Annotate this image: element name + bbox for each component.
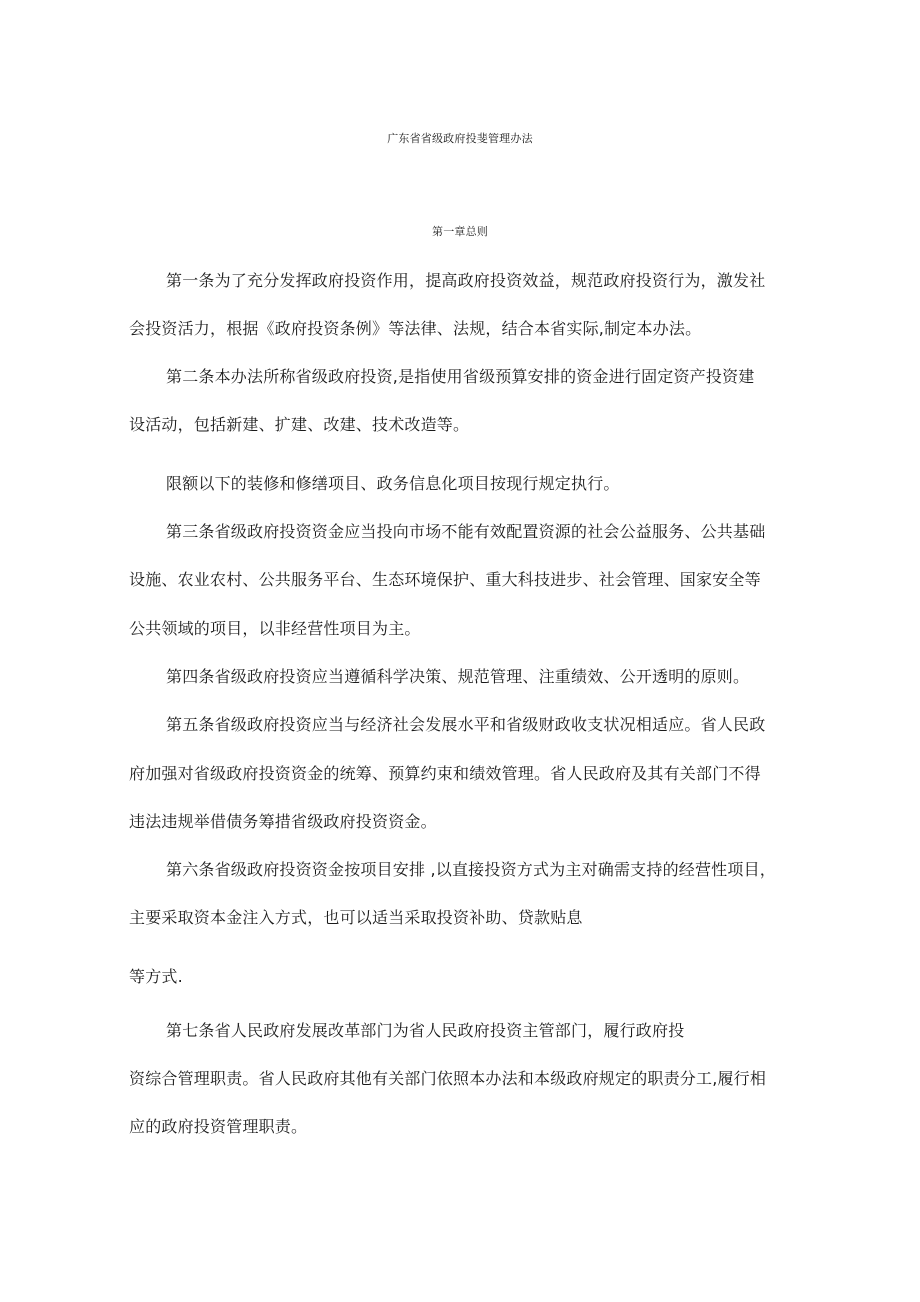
- document-title: 广东省省级政府投斐管理办法: [387, 132, 533, 145]
- article-3-line-1: 第三条省级政府投资资金应当投向市场不能有效配置资源的社会公益服务、公共基础: [166, 522, 766, 541]
- article-2-line-2: 设活动，包括新建、扩建、改建、技术改造等。: [129, 415, 470, 434]
- article-7-line-2: 资综合管理职责。省人民政府其他有关部门依照本办法和本级政府规定的职责分工,履行相: [129, 1069, 767, 1088]
- article-5-line-2: 府加强对省级政府投资资金的统筹、预算约束和绩效管理。省人民政府及其有关部门不得: [129, 764, 761, 783]
- article-6-line-2: 主要采取资本金注入方式，也可以适当采取投资补助、贷款贴息: [129, 908, 583, 927]
- article-7-line-3: 应的政府投资管理职责。: [129, 1117, 308, 1136]
- article-2-paragraph-2: 限额以下的装修和修缮项目、政务信息化项目按现行规定执行。: [166, 474, 620, 493]
- article-6-line-1: 第六条省级政府投资资金按项目安排 ,以直接投资方式为主对确需支持的经营性项目，: [166, 860, 776, 879]
- chapter-heading: 第一章总则: [432, 225, 488, 238]
- article-2-line-1: 第二条本办法所称省级政府投资,是指使用省级预算安排的资金进行固定资产投资建: [166, 367, 755, 386]
- article-1-line-1: 第一条为了充分发挥政府投资作用，提高政府投资效益，规范政府投资行为，激发社: [166, 271, 766, 290]
- article-3-line-2: 设施、农业农村、公共服务平台、生态环境保护、重大科技进步、社会管理、国家安全等: [129, 570, 761, 589]
- article-5-line-3: 违法违规举借债务筹措省级政府投资资金。: [129, 812, 437, 831]
- article-7-line-1: 第七条省人民政府发展改革部门为省人民政府投资主管部门，履行政府投: [166, 1021, 685, 1040]
- article-4-line-1: 第四条省级政府投资应当遵循科学决策、规范管理、注重绩效、公开透明的原则。: [166, 667, 750, 686]
- article-3-line-3: 公共领域的项目，以非经营性项目为主。: [129, 619, 421, 638]
- article-5-line-1: 第五条省级政府投资应当与经济社会发展水平和省级财政收支状况相适应。省人民政: [166, 715, 766, 734]
- article-1-line-2: 会投资活力，根据《政府投资条例》等法律、法规，结合本省实际,制定本办法。: [129, 319, 702, 338]
- article-6-line-3: 等方式.: [129, 967, 183, 986]
